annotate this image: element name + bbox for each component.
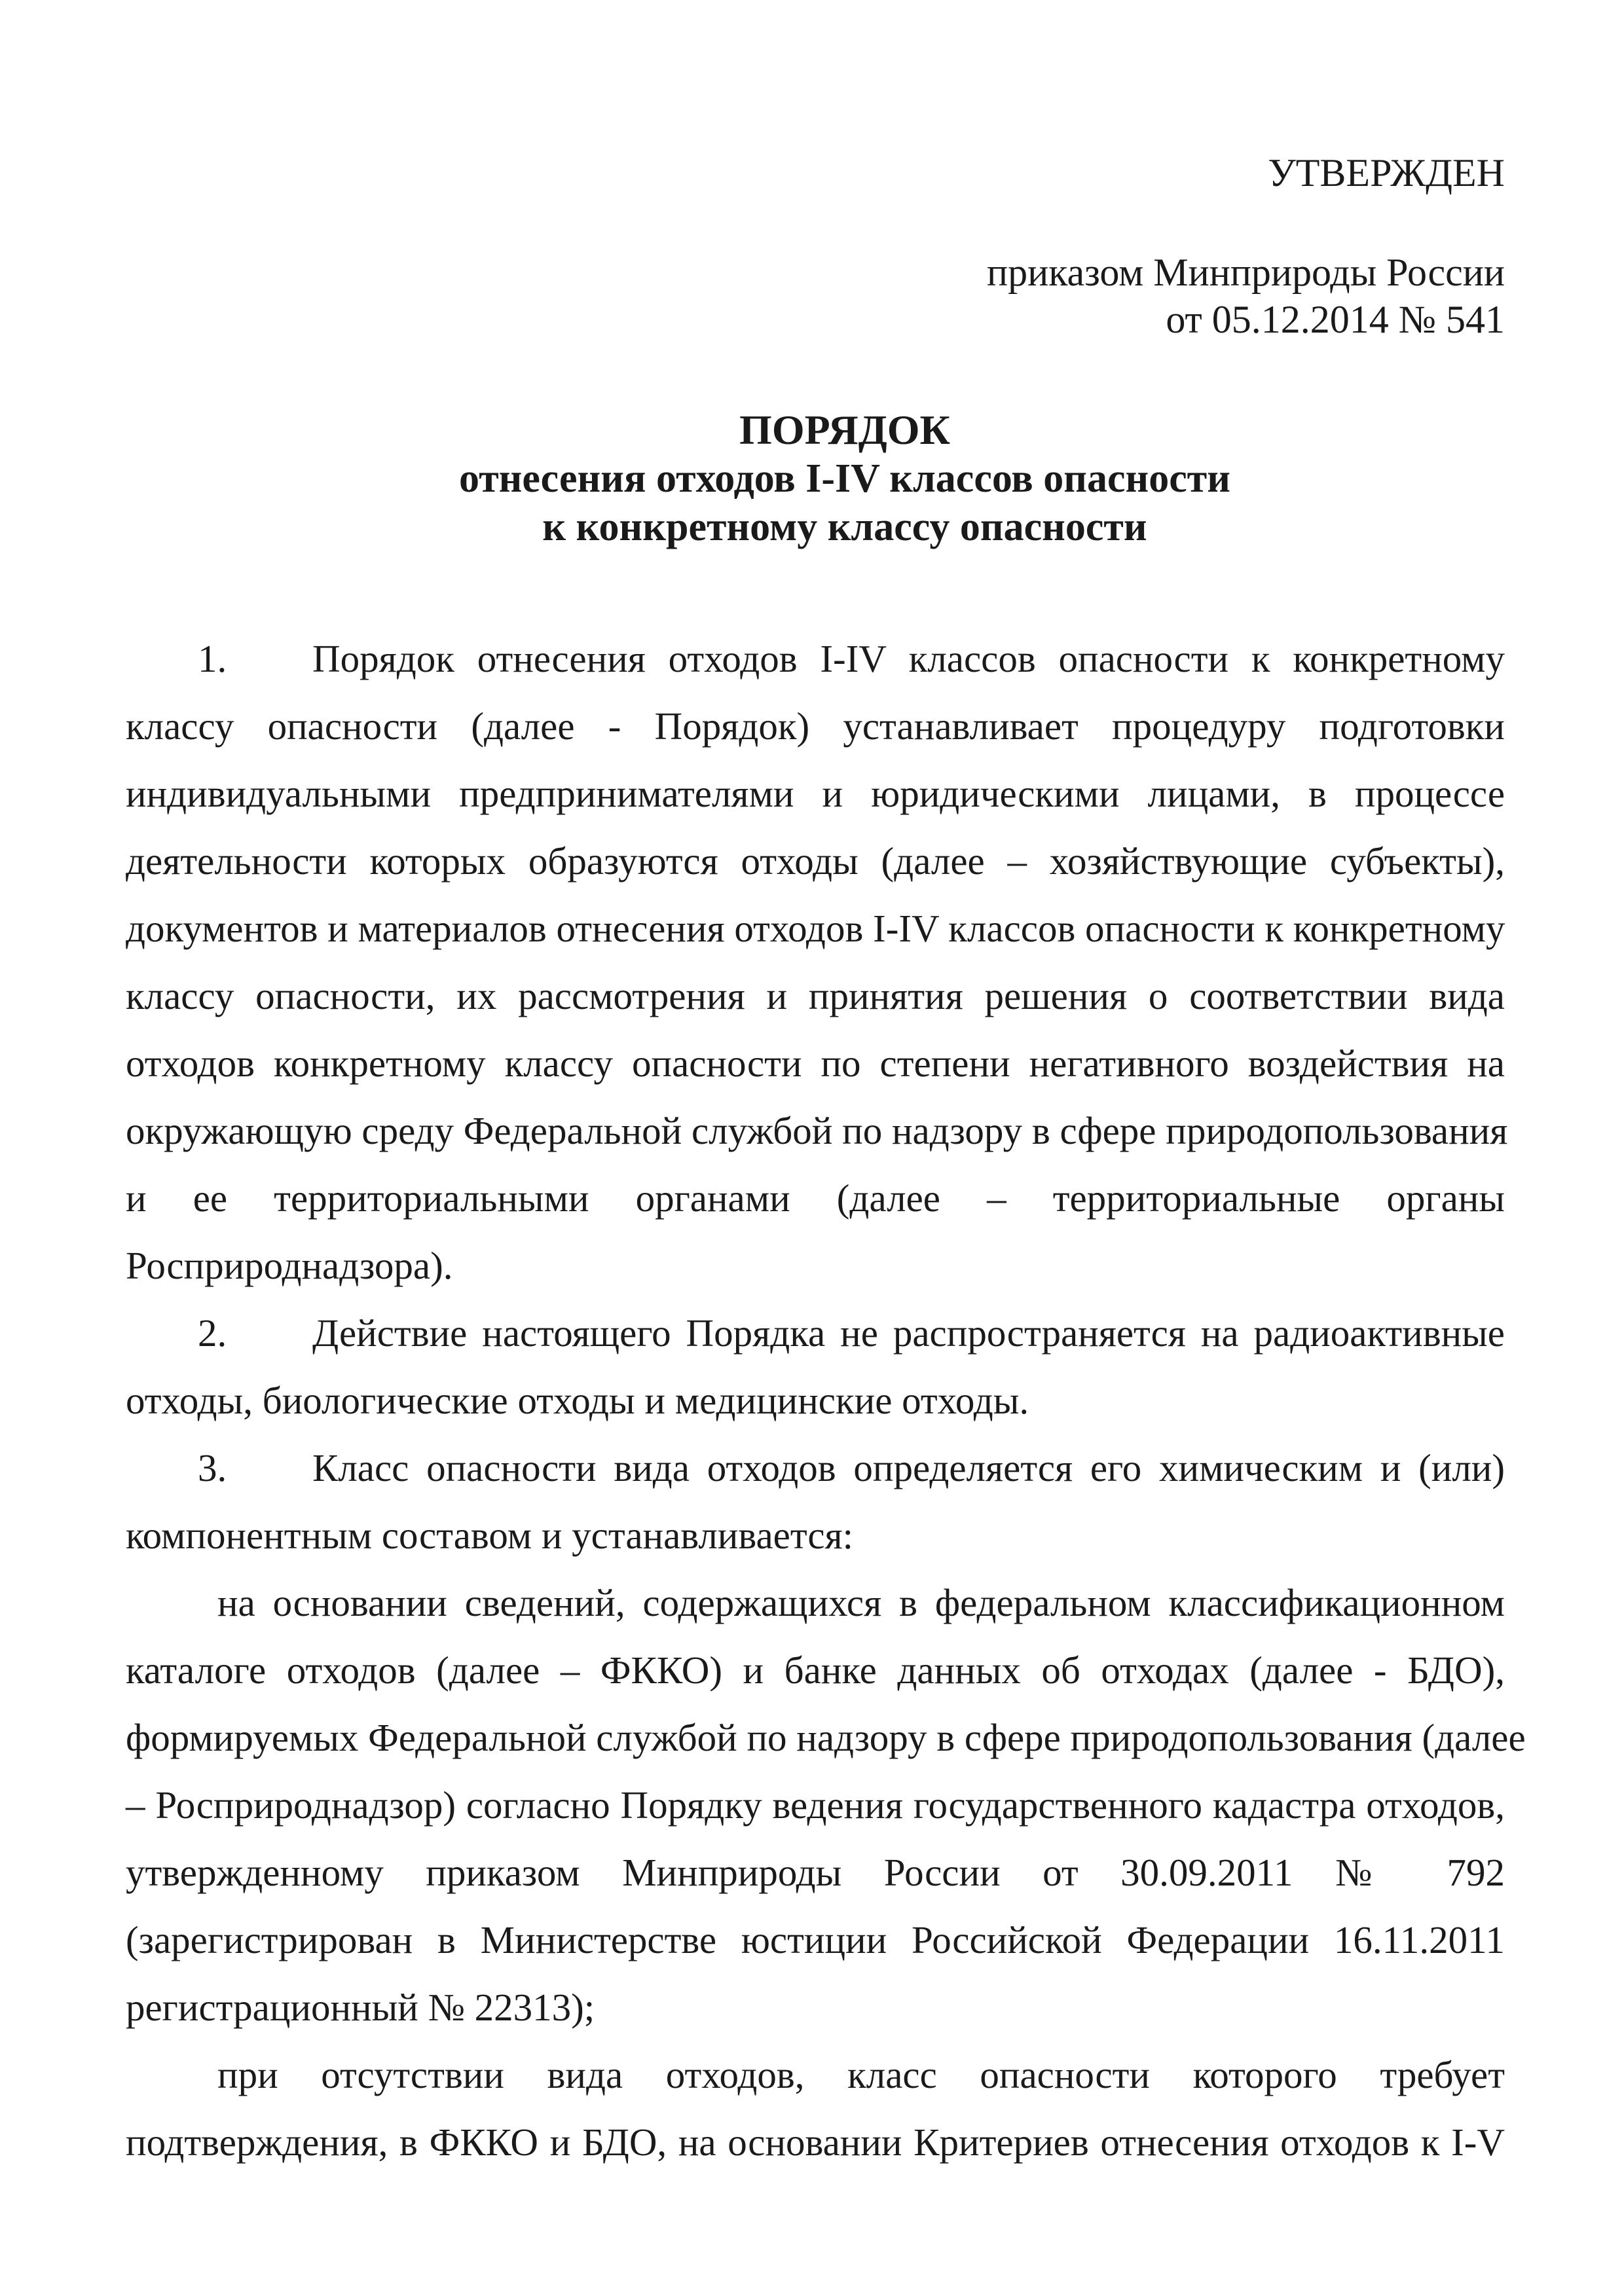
paragraph-line-text: Класс опасности вида отходов определяется его химическим и (или) — [312, 1446, 1505, 1489]
paragraph-line-text: Порядок отнесения отходов I-IV классов опасности к конкретному — [312, 637, 1505, 680]
paragraph-line: (зарегистрирован в Министерстве юстиции Российской Федерации 16.11.2011 — [126, 1918, 1505, 1961]
paragraph-line: отходы, биологические отходы и медицинские отходы. — [126, 1379, 1029, 1422]
paragraph-3 — [126, 1434, 1505, 1569]
paragraph-line-text: Действие настоящего Порядка не распространяется на радиоактивные — [312, 1311, 1505, 1355]
title-main: ПОРЯДОК — [739, 407, 950, 453]
paragraph-line: отходов конкретному классу опасности по степени негативного воздействия на — [126, 1042, 1505, 1085]
paragraph-line: Росприроднадзора). — [126, 1244, 453, 1287]
paragraph-line: документов и материалов отнесения отходов I-IV классов опасности к конкретному — [126, 907, 1505, 950]
paragraph-line: классу опасности, их рассмотрения и принятия решения о соответствии вида — [126, 974, 1505, 1017]
document-title — [0, 406, 1624, 551]
paragraph-line — [126, 1569, 1505, 1637]
paragraph-line: формируемых Федеральной службой по надзору в сфере природопользования (далее — [126, 1716, 1526, 1759]
paragraph-line: классу опасности (далее - Порядок) устанавливает процедуру подготовки — [126, 704, 1505, 748]
paragraph-number: 3. — [198, 1446, 227, 1489]
paragraph-line-text: при отсутствии вида отходов, класс опасности которого требует — [217, 2053, 1505, 2096]
paragraph-3a — [126, 1569, 1526, 2041]
paragraph-line — [126, 2041, 1505, 2109]
order-reference: приказом Минприроды России — [986, 251, 1505, 294]
paragraph-line — [126, 1434, 1505, 1502]
paragraph-1 — [126, 625, 1508, 1300]
title-line-3: к конкретному классу опасности — [542, 505, 1147, 549]
paragraph-line: регистрационный № 22313); — [126, 1986, 595, 2029]
document-body — [126, 625, 1526, 2176]
paragraph-line: окружающую среду Федеральной службой по надзору в сфере природопользования — [126, 1109, 1508, 1152]
order-date-number: от 05.12.2014 № 541 — [1166, 298, 1505, 341]
paragraph-2 — [126, 1300, 1505, 1434]
paragraph-line — [126, 1300, 1505, 1367]
paragraph-line: индивидуальными предпринимателями и юридическими лицами, в процессе — [126, 772, 1505, 815]
paragraph-number: 2. — [198, 1311, 227, 1355]
paragraph-line: каталоге отходов (далее – ФККО) и банке данных об отходах (далее - БДО), — [126, 1649, 1505, 1692]
paragraph-line: утвержденному приказом Минприроды России от 30.09.2011 № 792 — [126, 1851, 1505, 1894]
paragraph-line: – Росприроднадзор) согласно Порядку ведения государственного кадастра отходов, — [126, 1783, 1505, 1827]
title-line-2: отнесения отходов I-IV классов опасности — [459, 456, 1230, 501]
approval-block — [987, 149, 1505, 343]
paragraph-line: компонентным составом и устанавливается: — [126, 1514, 854, 1557]
paragraph-line: деятельности которых образуются отходы (далее – хозяйствующие субъекты), — [126, 839, 1505, 883]
paragraph-line-text: на основании сведений, содержащихся в федеральном классификационном — [217, 1581, 1505, 1624]
paragraph-line: подтверждения, в ФККО и БДО, на основании Критериев отнесения отходов к I-V — [126, 2121, 1505, 2164]
approved-label: УТВЕРЖДЕН — [1268, 151, 1505, 194]
paragraph-line: и ее территориальными органами (далее – территориальные органы — [126, 1176, 1505, 1220]
paragraph-line — [126, 625, 1505, 693]
paragraph-3b — [126, 2041, 1505, 2176]
paragraph-number: 1. — [198, 637, 227, 680]
